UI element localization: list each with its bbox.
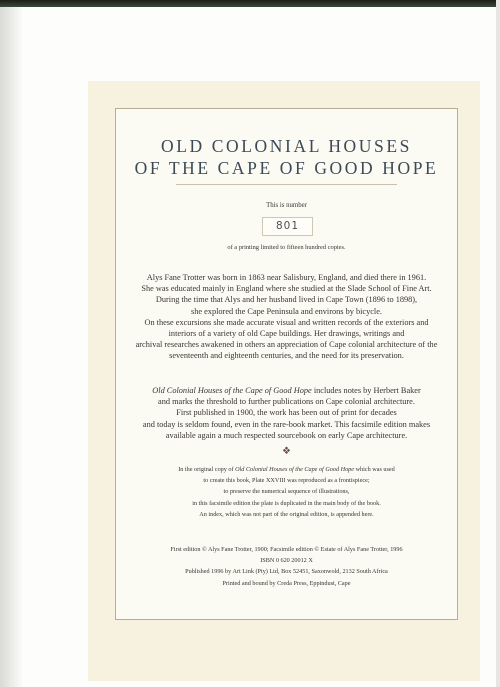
credit-line: Printed and bound by Creda Press, Eppindust, Cape: [222, 579, 351, 587]
notes-line: [116, 385, 457, 396]
title-page-frame: [115, 108, 458, 620]
orig-line: to create this book, Plate XXVIII was reproduced as a frontispiece;: [203, 477, 370, 485]
isbn-line: ISBN 0 620 20012 X: [260, 557, 313, 565]
notes-line: and today is seldom found, even in the rare-book market. This facsimile edition makes: [142, 419, 431, 429]
title-line-2: OF THE CAPE OF GOOD HOPE: [134, 158, 439, 178]
bio-line: On these excursions she made accurate visual and written records of the exteriors and: [144, 317, 429, 327]
title-divider: [176, 184, 397, 185]
notes-line: available again a much respected sourcebook on early Cape architecture.: [165, 430, 408, 440]
publication-credits: [116, 544, 457, 589]
limitation-lead: This is number: [266, 202, 307, 209]
bio-line: She was educated mainly in England where she studied at the Slade School of Fine Art.: [141, 284, 432, 294]
notes-line: First published in 1900, the work has been out of print for decades: [176, 408, 397, 418]
bio-line: archival researches awakened in others an appreciation of Cape colonial architecture of the: [135, 340, 438, 350]
bio-line: seventeenth and eighteenth centuries, and the need for its preservation.: [169, 351, 404, 361]
orig-line: An index, which was not part of the original edition, is appended here.: [199, 510, 374, 518]
notes-line: and marks the threshold to further publications on Cape colonial architecture.: [158, 397, 415, 407]
diamond-ornament-icon: ❖: [282, 446, 291, 457]
bio-line: Alys Fane Trotter was born in 1863 near Salisbury, England, and died there in 1961.: [146, 273, 427, 282]
author-biography: [116, 272, 457, 362]
scanner-right-edge: [496, 0, 500, 687]
orig-line-post: which was used: [354, 466, 395, 473]
bio-line: During the time that Alys and her husband lived in Cape Town (1896 to 1898),: [155, 295, 418, 305]
bio-line: she explored the Cape Peninsula and environs by bicycle.: [190, 306, 382, 316]
limitation-statement: of a printing limited to fifteen hundred copies.: [227, 244, 346, 251]
bio-line: interiors of a variety of old Cape buildings. Her drawings, writings and: [168, 329, 405, 339]
original-copy-note: [116, 464, 457, 520]
book-sheet: [88, 81, 480, 681]
book-title: [116, 135, 457, 179]
orig-title-italic: Old Colonial Houses of the Cape of Good Hope: [235, 466, 355, 473]
scanner-top-edge: [0, 0, 500, 7]
facing-page-edge: [0, 7, 22, 687]
copy-number: 801: [275, 220, 300, 232]
edition-notes: [116, 385, 457, 441]
notes-title-italic: Old Colonial Houses of the Cape of Good Hope: [152, 386, 312, 395]
notes-line-rest: includes notes by Herbert Baker: [311, 386, 421, 395]
orig-line: [116, 464, 457, 475]
credit-line: First edition © Alys Fane Trotter, 1900; Facsimile edition © Estate of Alys Fane Trotter, 1996: [170, 546, 403, 553]
orig-line: in this facsimile edition the plate is duplicated in the main body of the book.: [192, 499, 381, 507]
copy-number-box: [262, 217, 313, 236]
title-line-1: OLD COLONIAL HOUSES: [161, 136, 412, 156]
orig-line: to preserve the numerical sequence of illustrations,: [223, 488, 350, 496]
credit-line: Published 1996 by Art Link (Pty) Ltd, Box 52451, Saxonwold, 2132 South Africa: [185, 568, 388, 576]
orig-line-pre: In the original copy of: [178, 466, 236, 473]
